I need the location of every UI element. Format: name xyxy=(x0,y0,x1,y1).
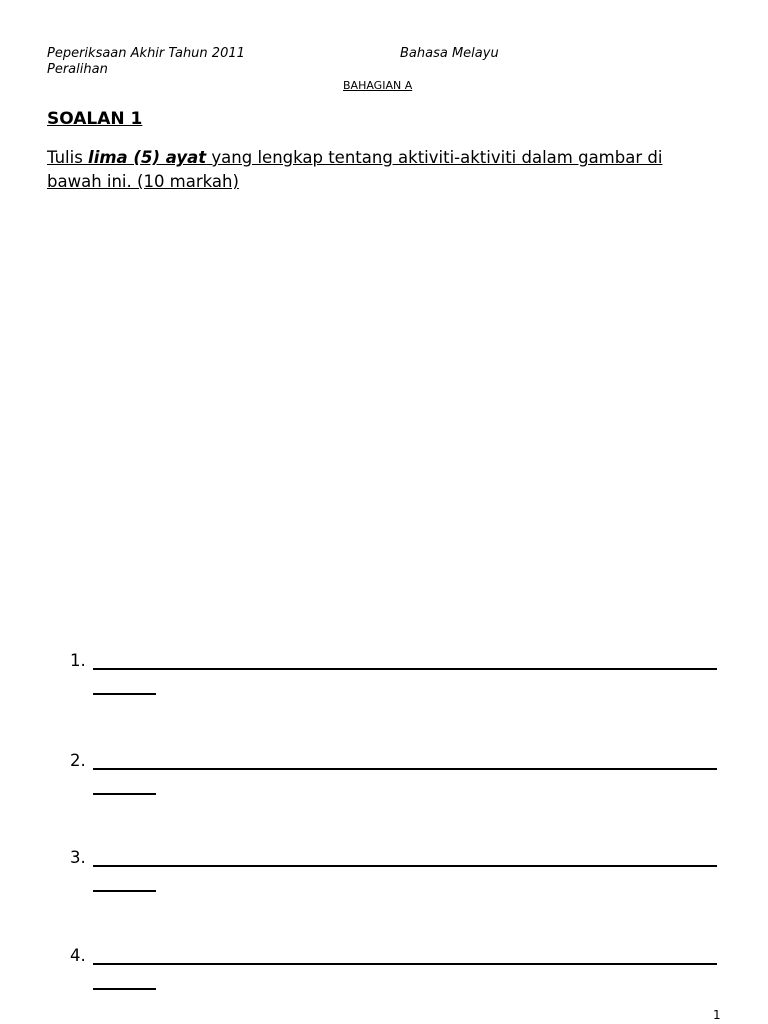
question-title: SOALAN 1 xyxy=(47,109,143,129)
answer-underline xyxy=(93,668,717,670)
instruction-emphasis: lima (5) ayat xyxy=(88,148,207,167)
answer-line-4[interactable] xyxy=(70,946,720,996)
answer-underline-continuation xyxy=(93,890,156,892)
answer-underline-continuation xyxy=(93,793,156,795)
answer-number: 3. xyxy=(70,848,86,867)
class-level: Peralihan xyxy=(47,62,108,77)
page-number: 1 xyxy=(713,1008,721,1022)
answer-line-1[interactable] xyxy=(70,651,720,701)
instruction-text-start: Tulis xyxy=(47,148,89,167)
subject-name: Bahasa Melayu xyxy=(400,46,499,61)
answer-underline xyxy=(93,963,717,965)
answer-underline xyxy=(93,768,717,770)
picture-area xyxy=(47,205,719,635)
section-label: BAHAGIAN A xyxy=(343,79,413,92)
answer-number: 1. xyxy=(70,651,86,670)
answer-line-3[interactable] xyxy=(70,848,720,898)
answer-underline-continuation xyxy=(93,693,156,695)
answer-number: 4. xyxy=(70,946,86,965)
instruction-text-end: yang lengkap tentang aktiviti-aktiviti dalam gambar di bawah ini. (10 markah) xyxy=(47,148,663,191)
exam-title: Peperiksaan Akhir Tahun 2011 xyxy=(47,46,245,61)
answer-number: 2. xyxy=(70,751,86,770)
question-instruction xyxy=(47,146,719,194)
answer-line-2[interactable] xyxy=(70,751,720,801)
answer-underline-continuation xyxy=(93,988,156,990)
answer-underline xyxy=(93,865,717,867)
